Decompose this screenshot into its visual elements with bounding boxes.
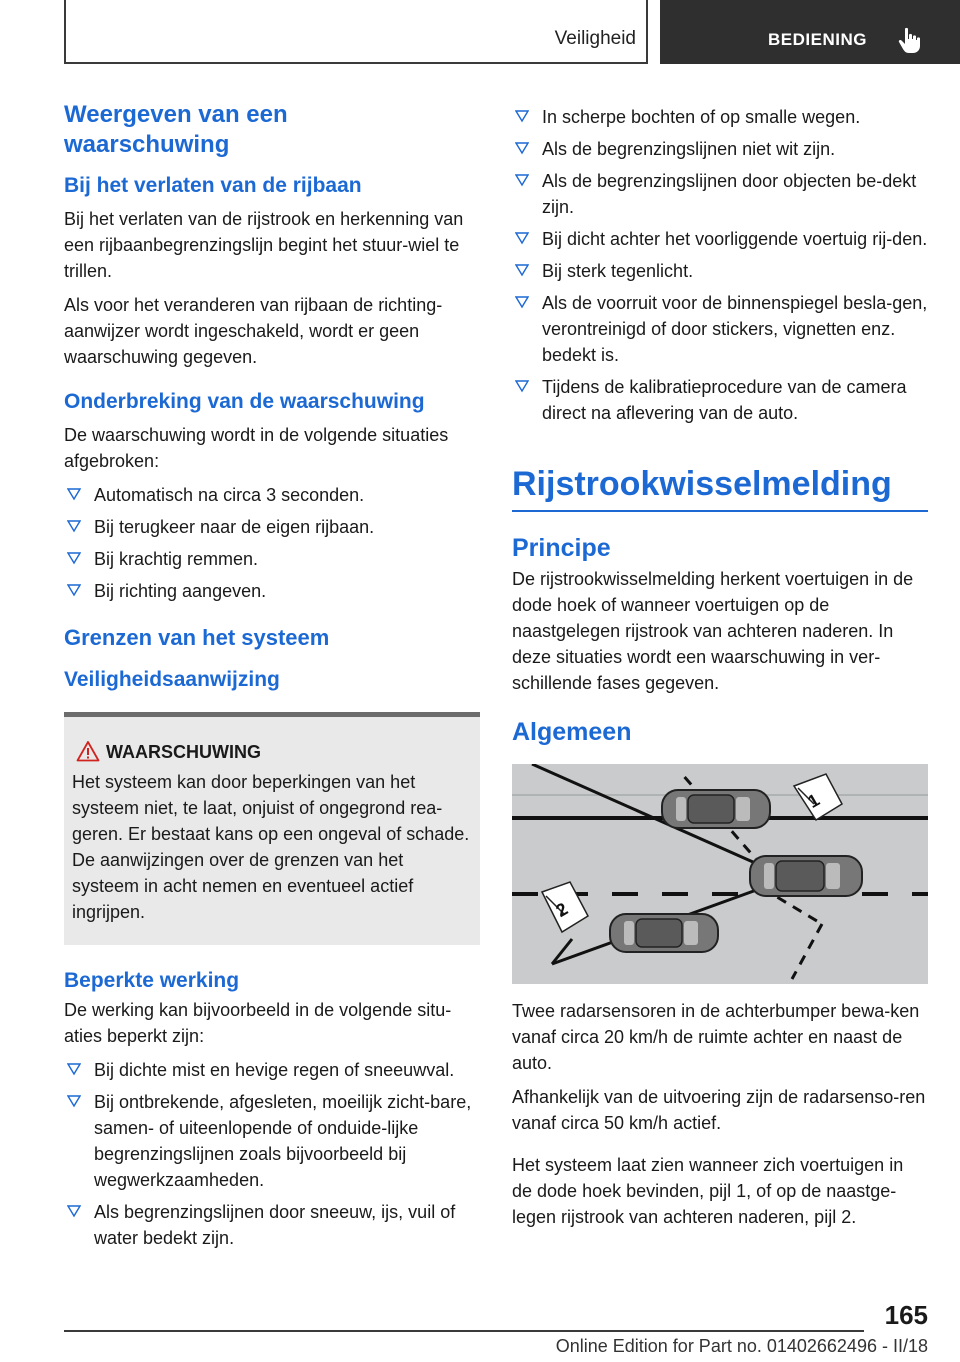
list-item-text: Bij terugkeer naar de eigen rijbaan.: [94, 517, 375, 537]
list-item: [512, 258, 928, 284]
triangle-bullet-icon: [515, 379, 529, 393]
paragraph: Twee radarsensoren in de achterbumper bewa-ken vanaf circa 20 km/h de ruimte achter en naast de auto.: [512, 1001, 920, 1073]
chapter-title: Rijstrookwisselmelding: [512, 464, 928, 512]
list-item-text: Bij richting aangeven.: [94, 581, 267, 601]
triangle-bullet-icon: [67, 551, 81, 565]
bullet-list: [64, 1057, 480, 1251]
bullet-list: [512, 104, 928, 426]
list-item-text: Bij krachtig remmen.: [94, 549, 259, 569]
list-item: [512, 136, 928, 162]
list-item: [64, 1089, 480, 1193]
heading-limited-function: Beperkte werking: [64, 969, 240, 992]
triangle-bullet-icon: [67, 1062, 81, 1076]
triangle-bullet-icon: [67, 1204, 81, 1218]
triangle-bullet-icon: [67, 487, 81, 501]
list-item: [64, 1199, 480, 1251]
car-approaching: [610, 914, 718, 952]
list-item-text: Als de begrenzingslijnen niet wit zijn.: [542, 139, 836, 159]
footer-edition-text: Online Edition for Part no. 01402662496 - II/18: [555, 1336, 928, 1356]
heading-principle: Principe: [512, 534, 611, 562]
list-item: [64, 578, 480, 604]
triangle-bullet-icon: [515, 263, 529, 277]
list-item: [64, 514, 480, 540]
triangle-bullet-icon: [515, 173, 529, 187]
warning-title: [72, 739, 470, 765]
paragraph: De waarschuwing wordt in de volgende situaties afgebroken:: [64, 425, 449, 471]
triangle-bullet-icon: [67, 583, 81, 597]
triangle-bullet-icon: [515, 141, 529, 155]
paragraph: Afhankelijk van de uitvoering zijn de radarsenso-ren vanaf circa 50 km/h actief.: [512, 1087, 926, 1133]
list-item: [512, 226, 928, 252]
right-column: [512, 104, 928, 1230]
list-item: [64, 482, 480, 508]
triangle-bullet-icon: [67, 1094, 81, 1108]
car-blind-spot: [662, 790, 770, 828]
arrow-2-label: 2: [552, 898, 572, 921]
header-tab[interactable]: [660, 0, 960, 64]
heading-leaving-lane: Bij het verlaten van de rijbaan: [64, 174, 362, 197]
paragraph: De werking kan bijvoorbeeld in de volgende situ-aties beperkt zijn:: [64, 1000, 452, 1046]
heading-general: Algemeen: [512, 718, 632, 746]
footer-watermark: [300, 1336, 928, 1357]
paragraph: Als voor het veranderen van rijbaan de richting-aanwijzer wordt ingeschakeld, wordt er geen waarschuwing gegeven.: [64, 295, 443, 367]
list-item-text: Bij ontbrekende, afgesleten, moeilijk zicht-bare, samen- of uiteenlopende of onduide-lijke begrenzingslijnen zoals bijvoorbeeld bij wegwerkzaamheden.: [94, 1092, 472, 1190]
list-item: [512, 290, 928, 368]
header-rule-bottom: [64, 62, 648, 64]
list-item-text: Als begrenzingslijnen door sneeuw, ijs, vuil of water bedekt zijn.: [94, 1202, 456, 1248]
hand-pointer-icon: [896, 26, 922, 54]
list-item-text: Bij dicht achter het voorliggende voertuig rij-den.: [542, 229, 928, 249]
lane-change-illustration: [512, 764, 928, 984]
heading-system-limits: Grenzen van het systeem: [64, 625, 330, 650]
paragraph: De rijstrookwisselmelding herkent voertuigen in de dode hoek of wanneer voertuigen op de naastgelegen rijstrook van achteren naderen. In deze situaties wordt een waarschuwing in ver-schillende fases gegeven.: [512, 569, 914, 693]
paragraph: Bij het verlaten van de rijstrook en herkenning van een rijbaanbegrenzingslijn begint het stuur-wiel te trillen.: [64, 209, 464, 281]
list-item-text: Als de begrenzingslijnen door objecten be-dekt zijn.: [542, 171, 917, 217]
list-item: [64, 1057, 480, 1083]
triangle-bullet-icon: [67, 519, 81, 533]
section-title: Weergeven van een waarschuwing: [64, 101, 288, 158]
warning-box: [64, 712, 480, 945]
triangle-bullet-icon: [515, 109, 529, 123]
road-diagram: [512, 764, 928, 984]
header-rule-left: [64, 0, 66, 64]
heading-safety-note: Veiligheidsaanwijzing: [64, 668, 280, 691]
list-item-text: Bij sterk tegenlicht.: [542, 261, 694, 281]
list-item-text: Als de voorruit voor de binnenspiegel besla-gen, verontreinigd of door stickers, vignetten enz. bedekt is.: [542, 293, 928, 365]
list-item: [512, 374, 928, 426]
list-item: [512, 168, 928, 220]
footer-rule: [64, 1330, 864, 1332]
warning-triangle-icon: [76, 740, 100, 762]
header-section-label[interactable]: Veiligheid: [554, 28, 636, 49]
list-item-text: Bij dichte mist en hevige regen of sneeuwval.: [94, 1060, 455, 1080]
triangle-bullet-icon: [515, 295, 529, 309]
heading-interruption: Onderbreking van de waarschuwing: [64, 390, 425, 413]
list-item-text: Automatisch na circa 3 seconden.: [94, 485, 365, 505]
list-item: [64, 546, 480, 572]
warning-text: Het systeem kan door beperkingen van het systeem niet, te laat, onjuist of ongegrond rea-geren. Er bestaat kans op een ongeval of schade. De aanwijzingen over de grenzen van het systeem in acht nemen en eventueel actief ingrijpen.: [72, 772, 470, 922]
arrow-1-label: 1: [804, 789, 823, 812]
page-number: 165: [884, 1300, 928, 1330]
header-tab-label: BEDIENING: [768, 30, 867, 49]
own-car: [750, 856, 862, 896]
triangle-bullet-icon: [515, 231, 529, 245]
paragraph: Het systeem laat zien wanneer zich voertuigen in de dode hoek bevinden, pijl 1, of op de naastge-legen rijstrook van achteren naderen, pijl 2.: [512, 1155, 904, 1227]
header-rule-divider: [646, 0, 648, 64]
list-item: [512, 104, 928, 130]
bullet-list: [64, 482, 480, 604]
warning-title-text: WAARSCHUWING: [106, 742, 261, 762]
list-item-text: In scherpe bochten of op smalle wegen.: [542, 107, 861, 127]
list-item-text: Tijdens de kalibratieprocedure van de camera direct na aflevering van de auto.: [542, 377, 907, 423]
left-column: [64, 100, 480, 1251]
